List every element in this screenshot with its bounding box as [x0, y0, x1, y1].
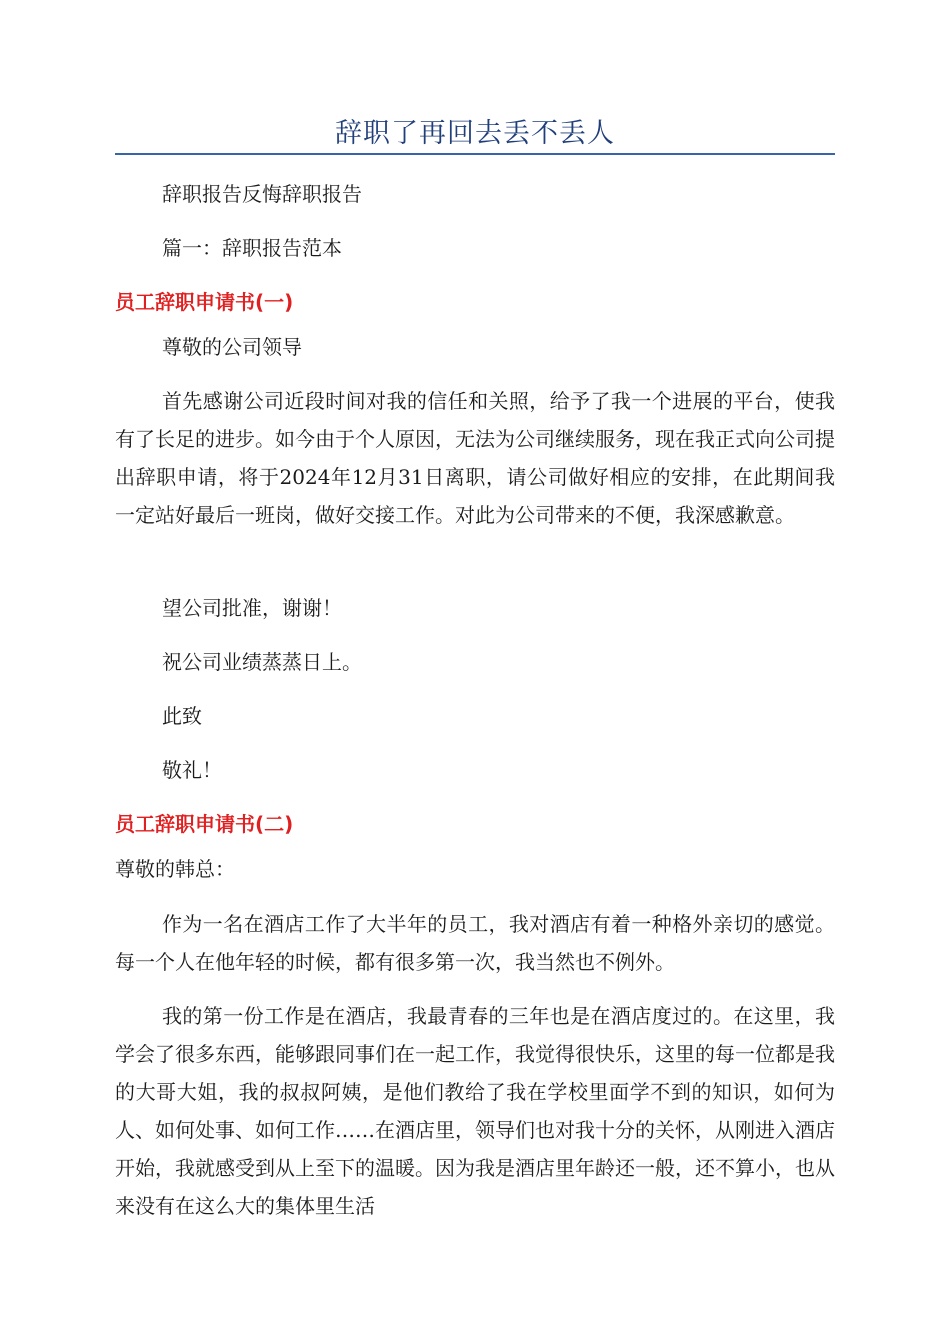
letter1-heading: 员工辞职申请书(一)	[115, 290, 294, 314]
letter1-body: 首先感谢公司近段时间对我的信任和关照，给予了我一个进展的平台，使我有了长足的进步。如今由于个人原因，无法为公司继续服务，现在我正式向公司提出辞职申请，将于2024年12月31日离职，请公司做好相应的安排，在此期间我一定站好最后一班岗，做好交接工作。对此为公司带来的不便，我深感歉意。	[115, 389, 835, 527]
letter1-closing-1: 此致	[162, 704, 202, 728]
letter2-salutation: 尊敬的韩总：	[115, 857, 235, 881]
letter1-salutation: 尊敬的公司领导	[162, 335, 302, 359]
title-underline	[115, 153, 835, 155]
subtitle: 辞职报告反悔辞职报告	[162, 182, 362, 206]
letter1-closing-2: 敬礼！	[162, 758, 222, 782]
letter1-request: 望公司批准，谢谢！	[162, 596, 342, 620]
letter2-paragraph-2: 我的第一份工作是在酒店，我最青春的三年也是在酒店度过的。在这里，我学会了很多东西，能够跟同事们在一起工作，我觉得很快乐，这里的每一位都是我的大哥大姐，我的叔叔阿姨，是他们教给了我在学校里面学不到的知识，如何为人、如何处事、如何工作……在酒店里，领导们也对我十分的关怀，从刚进入酒店开始，我就感受到从上至下的温暖。因为我是酒店里年龄还一般，还不算小，也从来没有在这么大的集体里生活	[115, 1004, 835, 1218]
section-label: 篇一：辞职报告范本	[162, 236, 342, 260]
letter1-wish: 祝公司业绩蒸蒸日上。	[162, 650, 362, 674]
letter2-paragraph-1: 作为一名在酒店工作了大半年的员工，我对酒店有着一种格外亲切的感觉。每一个人在他年轻的时候，都有很多第一次，我当然也不例外。	[115, 912, 835, 974]
letter2-heading: 员工辞职申请书(二)	[115, 812, 294, 836]
document-title: 辞职了再回去丢不丢人	[335, 118, 615, 149]
